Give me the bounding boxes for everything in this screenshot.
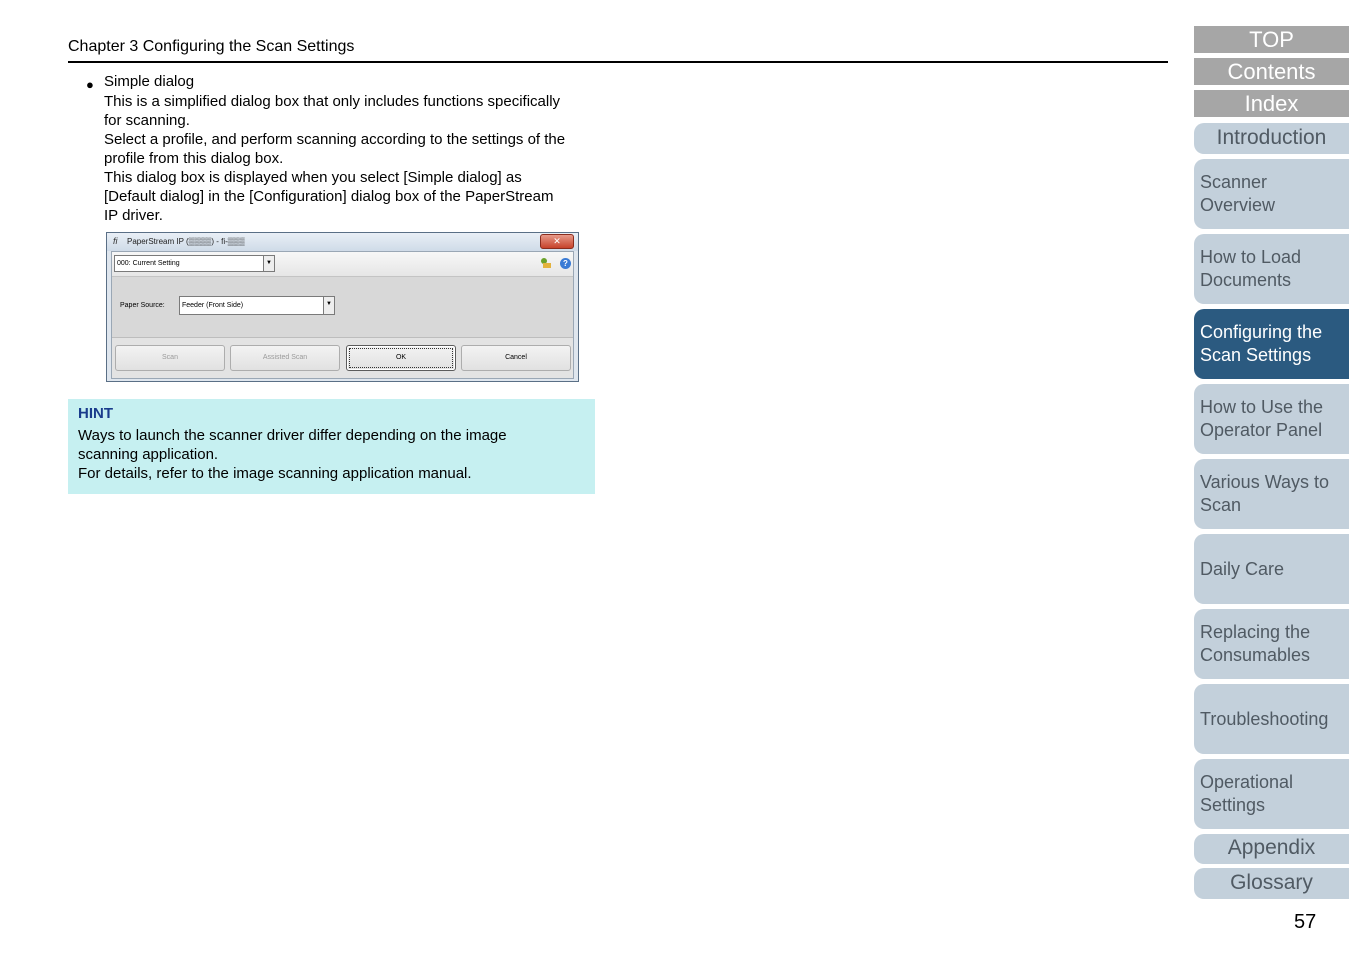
nav-tab-label: Scan (1200, 495, 1242, 515)
nav-tab-label: Various Ways to (1200, 472, 1330, 492)
profile-manage-icon[interactable] (540, 257, 552, 272)
nav-contents-button[interactable]: Contents (1194, 58, 1349, 85)
nav-tab-load-documents[interactable] (1194, 234, 1349, 304)
nav-tab-replacing-consumables[interactable] (1194, 609, 1349, 679)
app-icon: fi (113, 236, 118, 246)
nav-tab-appendix[interactable]: Appendix (1194, 834, 1349, 864)
nav-tab-label: Daily Care (1200, 558, 1285, 579)
dialog-titlebar (107, 233, 578, 251)
nav-tab-label: Operator Panel (1200, 420, 1323, 440)
cancel-button[interactable]: Cancel (461, 345, 571, 371)
nav-tab-label: Documents (1200, 270, 1292, 290)
nav-tab-label: Settings (1200, 795, 1266, 815)
nav-tab-operator-panel[interactable] (1194, 384, 1349, 454)
chapter-title: Chapter 3 Configuring the Scan Settings (68, 38, 355, 55)
page-number: 57 (1294, 911, 1317, 933)
nav-tab-operational-settings[interactable] (1194, 759, 1349, 829)
description-line: This dialog box is displayed when you select [Simple dialog] as (104, 169, 522, 186)
chevron-down-icon[interactable]: ▼ (323, 297, 334, 314)
chevron-down-icon[interactable]: ▼ (263, 256, 274, 271)
nav-index-button[interactable]: Index (1194, 90, 1349, 117)
chapter-divider (68, 61, 1168, 63)
nav-tab-label: Overview (1200, 195, 1276, 215)
bullet-title: Simple dialog (104, 73, 195, 90)
description-line: Select a profile, and perform scanning according to the settings of the (104, 131, 566, 148)
hint-line: Ways to launch the scanner driver differ depending on the image (78, 427, 507, 444)
nav-tab-configuring-scan-settings[interactable] (1194, 309, 1349, 379)
nav-tab-daily-care[interactable] (1194, 534, 1349, 604)
nav-tab-various-ways-to-scan[interactable] (1194, 459, 1349, 529)
dialog-button-bar (112, 338, 573, 378)
focus-ring (349, 348, 453, 368)
nav-tab-label: Scanner (1200, 172, 1268, 192)
nav-top-button[interactable]: TOP (1194, 26, 1349, 53)
nav-tab-label: Consumables (1200, 645, 1311, 665)
assisted-scan-button[interactable]: Assisted Scan (230, 345, 340, 371)
dialog-content (112, 277, 573, 338)
nav-tab-introduction[interactable]: Introduction (1194, 123, 1349, 154)
bullet-description (104, 92, 604, 225)
description-line: profile from this dialog box. (104, 150, 284, 167)
description-line: for scanning. (104, 112, 190, 129)
hint-text (78, 426, 507, 483)
help-icon[interactable]: ? (560, 258, 571, 269)
nav-tab-label: How to Load (1200, 247, 1302, 267)
dialog-body (111, 251, 574, 379)
nav-tab-troubleshooting[interactable] (1194, 684, 1349, 754)
dialog-toolbar (112, 252, 573, 277)
dialog-title: PaperStream IP (▒▒▒▒) - fi-▒▒▒ (127, 237, 245, 246)
paper-source-select[interactable] (179, 296, 335, 315)
description-line: IP driver. (104, 207, 163, 224)
simple-dialog-screenshot (106, 232, 579, 382)
close-icon[interactable]: ✕ (540, 234, 574, 249)
nav-tab-label: Troubleshooting (1200, 708, 1329, 729)
nav-tab-glossary[interactable]: Glossary (1194, 868, 1349, 899)
hint-title: HINT (78, 405, 113, 422)
ok-button[interactable] (346, 345, 456, 371)
profile-value: 000: Current Setting (117, 260, 180, 267)
description-line: This is a simplified dialog box that only includes functions specifically (104, 93, 561, 110)
bullet-icon: ● (86, 77, 94, 92)
nav-tab-label: Configuring the (1200, 322, 1323, 342)
paper-source-value: Feeder (Front Side) (182, 302, 244, 309)
description-line: [Default dialog] in the [Configuration] dialog box of the PaperStream (104, 188, 554, 205)
profile-select[interactable] (114, 255, 275, 272)
nav-tab-label: Operational (1200, 772, 1294, 792)
nav-tab-label: Replacing the (1200, 622, 1311, 642)
hint-line: scanning application. (78, 446, 219, 463)
nav-tab-scanner-overview[interactable] (1194, 159, 1349, 229)
paper-source-label: Paper Source: (120, 302, 165, 309)
scan-button[interactable]: Scan (115, 345, 225, 371)
nav-tab-label: Scan Settings (1200, 345, 1312, 365)
hint-line: For details, refer to the image scanning application manual. (78, 465, 472, 482)
hint-box (68, 399, 595, 494)
nav-tab-label: How to Use the (1200, 397, 1324, 417)
ok-label: OK (395, 354, 407, 361)
